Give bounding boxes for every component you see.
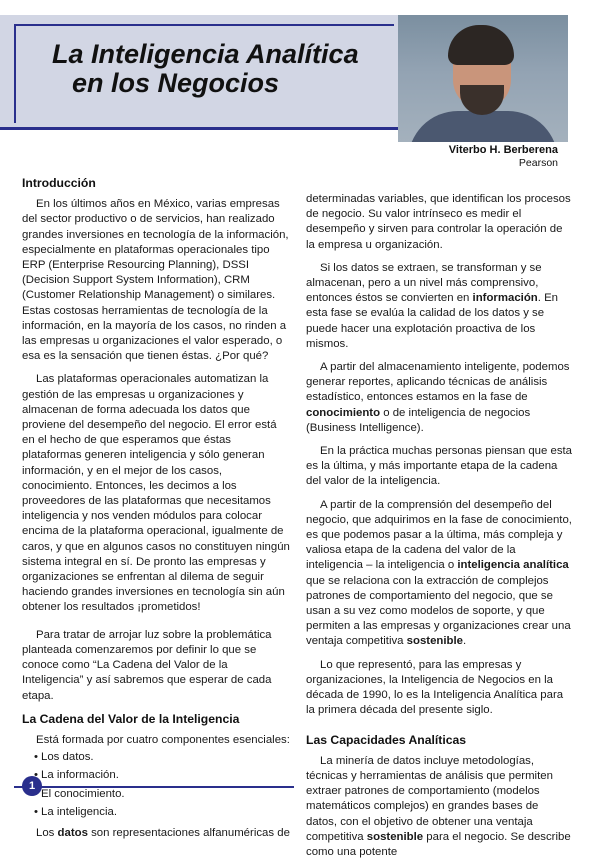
right-column bbox=[306, 192, 572, 868]
right-paragraph-7 bbox=[306, 754, 572, 860]
p2-pre: Si los datos se extraen, se transforman y se almacenan, pero a un nivel más comprensivo, entonces éstos se convierten en bbox=[306, 261, 542, 305]
intro-paragraph-2: Las plataformas operacionales automatizan la gestión de las empresas u organizaciones y almacenan de forma adecuada los datos que proviene del desempeño del negocio. El error está en el hecho de que esperamos que éstas plataformas generen inteligencia y sólo generan información, y en el mejor de los casos, conocimiento. Entonces, les decimos a los proveedores de las plataformas que necesitamos inteligencia y nos venden módulos para colocar encima de la plataforma operacional, igualmente de caros, y que en algunos casos no constituyen ningún sistema integral en sí. De pronto las empresas y organizaciones se enfrentan al dilema de seguir haciendo grandes inversiones en tecnología sin aún obtener los resultados ¡prometidos! bbox=[22, 373, 290, 614]
title-line-2: en los Negocios bbox=[72, 68, 280, 98]
data-paragraph-post: son representaciones alfanuméricas de bbox=[87, 826, 290, 839]
title-line-1: La Inteligencia Analítica bbox=[52, 39, 359, 69]
p5-mid: que se relaciona con la extracción de complejos patrones de comportamiento del negocio, que se usan a su vez como modelos de soporte, y que permiten a las empresas y organizaciones crear una ventaja competitiva bbox=[306, 574, 571, 648]
heading-capabilities: Las Capacidades Analíticas bbox=[306, 732, 467, 747]
right-paragraph-2 bbox=[306, 261, 572, 352]
p7-bold: sostenible bbox=[366, 830, 424, 843]
heading-value-chain: La Cadena del Valor de la Inteligencia bbox=[22, 711, 240, 726]
right-paragraph-1: determinadas variables, que identifican los procesos de negocio. Su valor intrínseco es medir el desempeño y sirven para controlar la operación de la empresa u organización. bbox=[306, 193, 571, 251]
p2-post: . En esta fase se evalúa la calidad de los datos y se puede hacer una explotación proactiva de los mismos. bbox=[306, 292, 558, 350]
data-paragraph-bold: datos bbox=[57, 826, 88, 839]
p7-pre: La minería de datos incluye metodologías, técnicas y herramientas de análisis que permiten extraer patrones de comportamiento (modelos matemáticos complejos) en grandes bases de datos, con el objetivo de obtener una ventaja competitiva bbox=[306, 754, 553, 843]
right-paragraph-3 bbox=[306, 360, 572, 436]
p2-bold: información bbox=[472, 292, 538, 305]
heading-introduction: Introducción bbox=[22, 176, 96, 190]
p5-bold-1: inteligencia analítica bbox=[457, 559, 569, 572]
footer-rule bbox=[14, 786, 294, 788]
list-item: • La inteligencia. bbox=[34, 805, 290, 820]
author-organization: Pearson bbox=[518, 157, 558, 169]
p5-pre: A partir de la comprensión del desempeño del negocio, que adquirimos en la fase de conocimiento, es que podemos pasar a la última, más compleja y valiosa etapa de la cadena del valor de la inteligencia – la inteligencia o bbox=[306, 498, 572, 572]
left-column bbox=[22, 176, 290, 849]
intro-paragraph-3: Para tratar de arrojar luz sobre la problemática planteada comenzaremos por definir lo que se conoce como “La Cadena del Valor de la Inteligencia” y así sabremos que esperar de cada etapa. bbox=[22, 628, 272, 702]
p5-bold-2: sostenible bbox=[406, 635, 464, 648]
p5-post: . bbox=[463, 635, 467, 648]
author-photo bbox=[398, 15, 568, 142]
p7-post: para el negocio. Se describe como una potente bbox=[306, 830, 571, 858]
right-paragraph-5 bbox=[306, 498, 572, 650]
value-chain-intro: Está formada por cuatro componentes esenciales: bbox=[36, 733, 290, 746]
p3-post: o de inteligencia de negocios (Business Intelligence). bbox=[306, 406, 531, 434]
right-paragraph-4: En la práctica muchas personas piensan que esta es la última, y más importante etapa de la cadena del valor de la inteligencia. bbox=[306, 445, 573, 488]
article-title bbox=[52, 40, 392, 98]
list-item: • Los datos. bbox=[34, 750, 290, 765]
p3-pre: A partir del almacenamiento inteligente, podemos generar reportes, aplicando técnicas de análisis estadístico, entonces estamos en la fase de bbox=[306, 361, 570, 404]
author-name: Viterbo H. Berberena bbox=[448, 144, 558, 156]
right-paragraph-6: Lo que representó, para las empresas y organizaciones, la Inteligencia de Negocios en la década de 1990, lo es la Inteligencia Analítica para la primera década del presente siglo. bbox=[306, 658, 564, 717]
list-item: • El conocimiento. bbox=[34, 787, 290, 802]
intro-paragraph-1: En los últimos años en México, varias empresas del sector productivo o de servicios, han realizado grandes inversiones en tecnología de la información, especialmente en plataformas operacionales tipo ERP (Enterprise Resourcing Planning), DSSI (Decision Support System Information), CRM (Customer Relationship Management) o similares. Estas costosas herramientas de tecnología de la información, en la mayoría de los casos, no rinden a las empresas u organizaciones el valor esperado, o esa es la sensación que tienen éstas. ¿Por qué? bbox=[22, 198, 289, 363]
data-paragraph bbox=[22, 826, 290, 841]
page-number: 1 bbox=[22, 776, 42, 796]
data-paragraph-pre: Los bbox=[36, 826, 58, 839]
p3-bold: conocimiento bbox=[306, 406, 381, 419]
list-item: • La información. bbox=[34, 768, 290, 783]
